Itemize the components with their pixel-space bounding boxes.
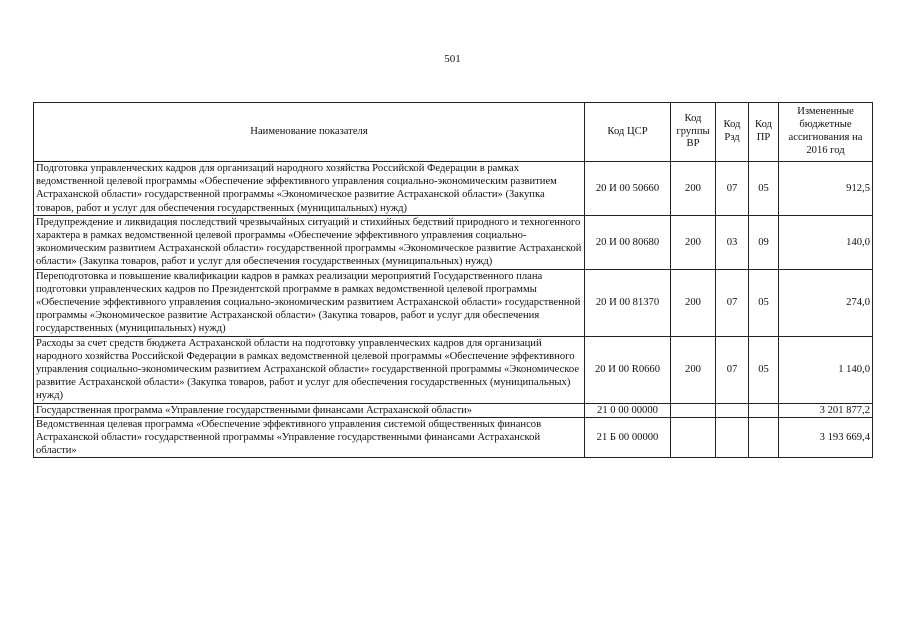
page-number: 501 <box>444 53 461 65</box>
row-vr: 200 <box>671 215 716 269</box>
row-amount: 140,0 <box>779 215 873 269</box>
row-csr: 20 И 00 50660 <box>585 162 671 216</box>
row-name: Государственная программа «Управление государственными финансами Астраханской области» <box>34 403 585 417</box>
header-name: Наименование показателя <box>34 103 585 162</box>
row-rzd: 03 <box>716 215 749 269</box>
budget-table <box>33 102 873 458</box>
table-header-row <box>34 103 873 162</box>
row-csr: 21 Б 00 00000 <box>585 417 671 458</box>
table-row <box>34 417 873 458</box>
row-amount: 3 201 877,2 <box>779 403 873 417</box>
header-amount: Измененные бюджетные ассигнования на 2016 год <box>779 103 873 162</box>
row-vr <box>671 403 716 417</box>
header-rzd: Код Рзд <box>716 103 749 162</box>
row-pr: 05 <box>749 269 779 336</box>
row-csr: 21 0 00 00000 <box>585 403 671 417</box>
row-rzd <box>716 403 749 417</box>
row-pr: 05 <box>749 336 779 403</box>
row-pr: 09 <box>749 215 779 269</box>
row-csr: 20 И 00 80680 <box>585 215 671 269</box>
row-name: Ведомственная целевая программа «Обеспечение эффективного управления системой общественных финансов Астраханской области» государственной программы «Управление государственными финансами Астраханской области» <box>34 417 585 458</box>
row-vr: 200 <box>671 162 716 216</box>
row-name: Расходы за счет средств бюджета Астраханской области на подготовку управленческих кадров для организаций народного хозяйства Российской Федерации в рамках ведомственной целевой программы «Обеспечение эффективного управления социально-экономическим развитием Астраханской области» государственной программы «Экономическое развитие Астраханской области» (Закупка товаров, работ и услуг для обеспечения государственных (муниципальных) нужд) <box>34 336 585 403</box>
row-vr <box>671 417 716 458</box>
table-row <box>34 403 873 417</box>
row-vr: 200 <box>671 336 716 403</box>
row-rzd: 07 <box>716 336 749 403</box>
row-amount: 912,5 <box>779 162 873 216</box>
row-vr: 200 <box>671 269 716 336</box>
row-name: Предупреждение и ликвидация последствий чрезвычайных ситуаций и стихийных бедствий природного и техногенного характера в рамках ведомственной целевой программы «Обеспечение эффективного управления социально-экономическим развитием Астраханской области» государственной программы «Экономическое развитие Астраханской области» (Закупка товаров, работ и услуг для обеспечения государственных (муниципальных) нужд) <box>34 215 585 269</box>
row-pr: 05 <box>749 162 779 216</box>
row-amount: 1 140,0 <box>779 336 873 403</box>
row-amount: 3 193 669,4 <box>779 417 873 458</box>
row-pr <box>749 403 779 417</box>
table-row <box>34 162 873 216</box>
row-csr: 20 И 00 R0660 <box>585 336 671 403</box>
row-amount: 274,0 <box>779 269 873 336</box>
row-rzd <box>716 417 749 458</box>
row-name: Переподготовка и повышение квалификации кадров в рамках реализации мероприятий Государственного плана подготовки управленческих кадров по Президентской программе в рамках ведомственной целевой программы «Обеспечение эффективного управления социально-экономическим развитием Астраханской области» государственной программы «Экономическое развитие Астраханской области» (Закупка товаров, работ и услуг для обеспечения государственных (муниципальных) нужд) <box>34 269 585 336</box>
row-name: Подготовка управленческих кадров для организаций народного хозяйства Российской Федерации в рамках ведомственной целевой программы «Обеспечение эффективного управления социально-экономическим развитием Астраханской области» государственной программы «Экономическое развитие Астраханской области» (Закупка товаров, работ и услуг для обеспечения государственных (муниципальных) нужд) <box>34 162 585 216</box>
table-row <box>34 215 873 269</box>
header-csr: Код ЦСР <box>585 103 671 162</box>
header-vr: Код группы ВР <box>671 103 716 162</box>
table-row <box>34 269 873 336</box>
row-pr <box>749 417 779 458</box>
row-rzd: 07 <box>716 269 749 336</box>
header-pr: Код ПР <box>749 103 779 162</box>
row-csr: 20 И 00 81370 <box>585 269 671 336</box>
row-rzd: 07 <box>716 162 749 216</box>
table-row <box>34 336 873 403</box>
